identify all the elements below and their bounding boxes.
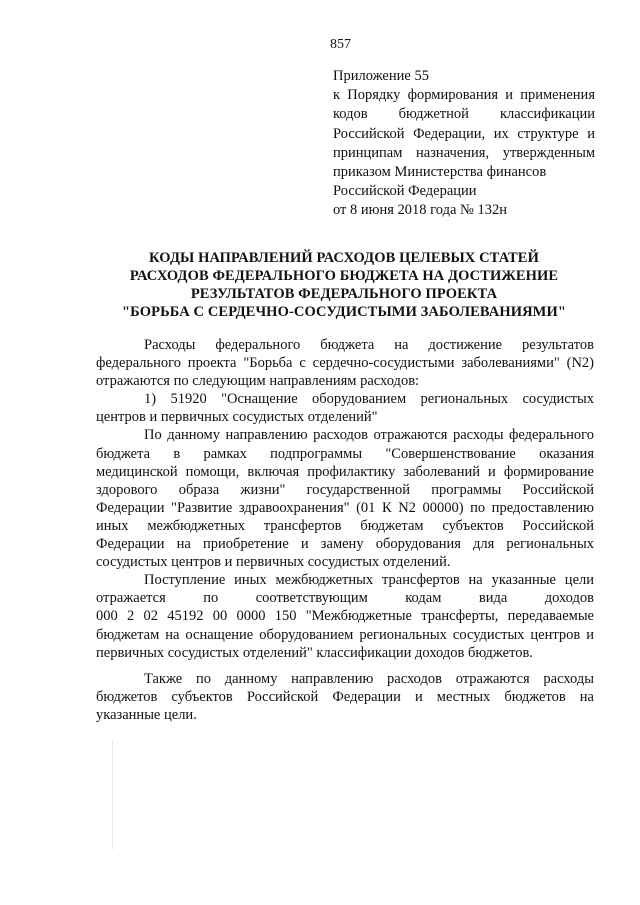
title-line: "БОРЬБА С СЕРДЕЧНО-СОСУДИСТЫМИ ЗАБОЛЕВАНИЯМИ" xyxy=(122,304,566,320)
appendix-line: Приложение 55 xyxy=(333,68,429,84)
appendix-line: приказом Министерства финансов xyxy=(333,164,547,181)
title-line: РЕЗУЛЬТАТОВ ФЕДЕРАЛЬНОГО ПРОЕКТА xyxy=(190,286,498,302)
text-line: первичных сосудистых отделений" классификации доходов бюджетов. xyxy=(96,644,533,661)
document-body xyxy=(96,336,594,724)
text-line: 000 2 02 45192 00 0000 150 "Межбюджетные трансферты, передаваемые xyxy=(96,608,594,625)
paragraph-expenses xyxy=(96,426,594,571)
appendix-line: Российской Федерации xyxy=(333,183,477,200)
document-title xyxy=(96,249,592,321)
text-line: указанные цели. xyxy=(96,706,197,723)
title-line: КОДЫ НАПРАВЛЕНИЙ РАСХОДОВ ЦЕЛЕВЫХ СТАТЕЙ xyxy=(149,250,539,266)
text-line: Расходы федерального бюджета на достижение результатов xyxy=(144,337,594,353)
paragraph-item-51920 xyxy=(96,390,594,426)
text-line: медицинской помощи, включая профилактику заболеваний и формирование xyxy=(96,463,594,480)
paragraph-intro xyxy=(96,336,594,390)
text-line: сосудистых центров и первичных сосудистых отделений. xyxy=(96,554,451,571)
title-line: РАСХОДОВ ФЕДЕРАЛЬНОГО БЮДЖЕТА НА ДОСТИЖЕНИЕ xyxy=(129,268,559,284)
paragraph-gap xyxy=(96,662,594,670)
appendix-line: к Порядку формирования и применения xyxy=(333,87,595,104)
appendix-line: принципам назначения, утвержденным xyxy=(333,144,595,161)
paragraph-income xyxy=(96,571,594,661)
appendix-line: Российской Федерации, их структуре и xyxy=(333,125,595,142)
page-number: 857 xyxy=(330,37,351,52)
text-line: отражается по соответствующим кодам вида доходов xyxy=(96,590,594,607)
text-line: бюджетов субъектов Российской Федерации и местных бюджетов на xyxy=(96,688,594,705)
text-line: Поступление иных межбюджетных трансфертов на указанные цели xyxy=(144,572,594,589)
text-line: Федерации на приобретение и замену оборудования для региональных xyxy=(96,536,594,553)
text-line: По данному направлению расходов отражаются расходы федерального xyxy=(144,427,594,444)
paragraph-also xyxy=(96,670,594,724)
text-line: центров и первичных сосудистых отделений" xyxy=(96,409,378,426)
text-line: Также по данному направлению расходов отражаются расходы xyxy=(144,670,594,687)
appendix-line: от 8 июня 2018 года № 132н xyxy=(333,202,507,219)
text-line: здорового образа жизни" государственной программы Российской xyxy=(96,481,594,498)
text-line: 1) 51920 "Оснащение оборудованием региональных сосудистых xyxy=(144,391,594,408)
appendix-line: кодов бюджетной классификации xyxy=(333,106,595,123)
text-line: иных межбюджетных трансфертов бюджетам субъектов Российской xyxy=(96,517,594,534)
text-line: Федерации "Развитие здравоохранения" (01 К N2 00000) по предоставлению xyxy=(96,499,594,516)
text-line: отражаются по следующим направлениям расходов: xyxy=(96,373,420,390)
scan-artifact-line xyxy=(112,740,113,850)
appendix-header xyxy=(333,67,595,221)
text-line: бюджета в рамках подпрограммы "Совершенствование оказания xyxy=(96,445,594,462)
text-line: федерального проекта "Борьба с сердечно-сосудистыми заболеваниями" (N2) xyxy=(96,355,594,372)
text-line: бюджетам на оснащение оборудованием региональных сосудистых центров и xyxy=(96,626,594,643)
